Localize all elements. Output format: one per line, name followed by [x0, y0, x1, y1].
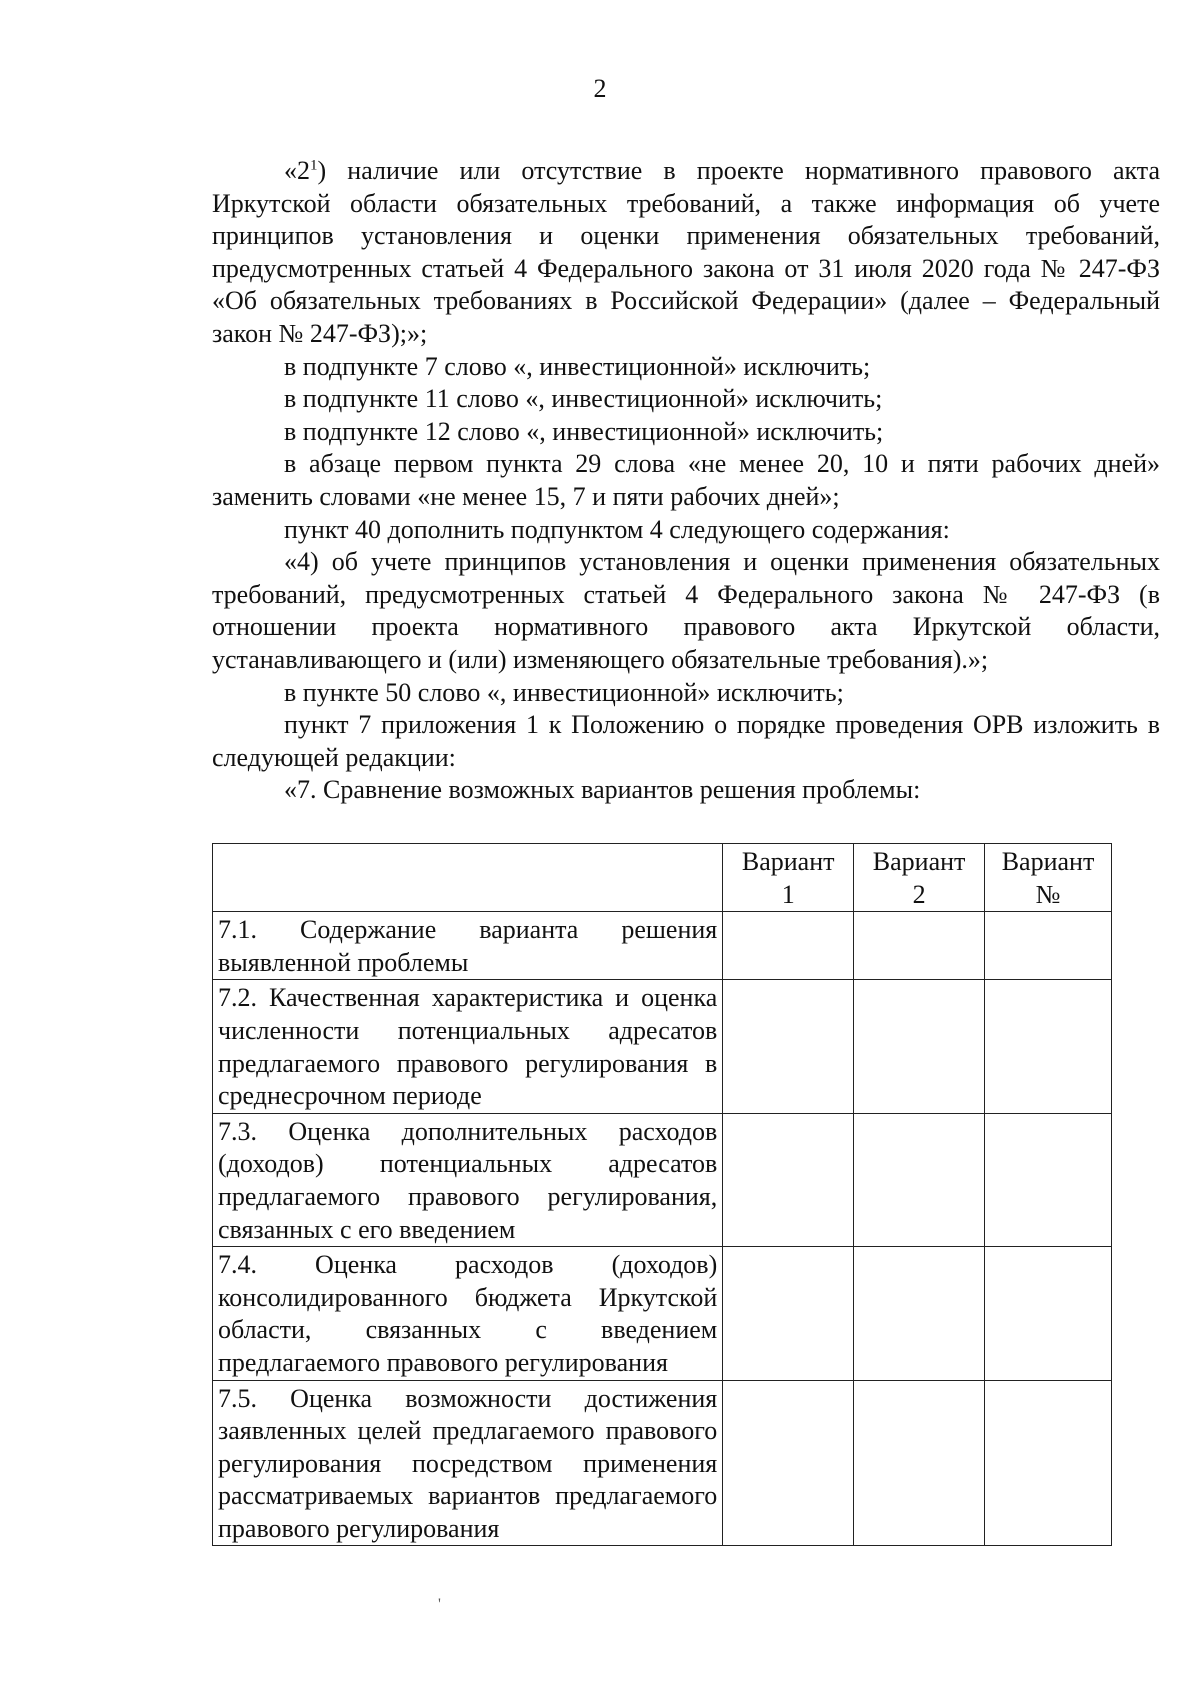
paragraph-subpoint-7: в подпункте 7 слово «, инвестиционной» исключить; [284, 351, 871, 381]
header-variant-number: 2 [912, 879, 926, 909]
empty-cell [985, 980, 1112, 1113]
empty-cell [723, 980, 854, 1113]
header-empty-cell [213, 844, 723, 912]
empty-cell [985, 1247, 1112, 1380]
table-row [213, 1247, 1112, 1380]
empty-cell [985, 1380, 1112, 1546]
empty-cell [854, 1247, 985, 1380]
empty-cell [723, 1247, 854, 1380]
table-row [213, 1113, 1112, 1246]
comparison-table [212, 843, 1112, 1546]
empty-cell [854, 980, 985, 1113]
header-variant-label: Вариант [1001, 847, 1095, 876]
table-header-row [213, 844, 1112, 912]
empty-cell [854, 912, 985, 980]
empty-cell [723, 1380, 854, 1546]
empty-cell [985, 1113, 1112, 1246]
table-row [213, 980, 1112, 1113]
item-number-lead: «2 [284, 156, 310, 185]
header-variant-2 [854, 844, 985, 912]
header-variant-number: 1 [781, 879, 795, 909]
header-variant-label: Вариант [741, 847, 835, 876]
paragraph-appendix-point-7: пункт 7 приложения 1 к Положению о порядке проведения ОРВ изложить в следующей редакции: [212, 710, 1160, 772]
empty-cell [723, 912, 854, 980]
row-description-7-2: 7.2. Качественная характеристика и оценка численности потенциальных адресатов предлагаемого правового регулирования в среднесрочном периоде [213, 980, 723, 1113]
paragraph-text: ) наличие или отсутствие в проекте нормативного правового акта Иркутской области обязательных требований, а также информация об учете принципов установления и оценки применения обязательных требований, предусмотренных статьей 4 Федерального закона от 31 июля 2020 года № 247-ФЗ «Об обязательных требованиях в Российской Федерации» (далее – Федеральный закон № 247-ФЗ);»; [212, 156, 1160, 348]
header-variant-label: Вариант [872, 847, 966, 876]
paragraph-subpoint-12: в подпункте 12 слово «, инвестиционной» исключить; [284, 416, 884, 446]
paragraph-new-subpoint-4: «4) об учете принципов установления и оценки применения обязательных требований, предусмотренных статьей 4 Федерального закона № 247-ФЗ (в отношении проекта нормативного правового акта Иркутской области, устанавливающего и (или) изменяющего обязательные требования).»; [212, 547, 1160, 674]
empty-cell [985, 912, 1112, 980]
header-variant-n [985, 844, 1112, 912]
paragraph-point-29: в абзаце первом пункта 29 слова «не менее 20, 10 и пяти рабочих дней» заменить словами «не менее 15, 7 и пяти рабочих дней»; [212, 449, 1160, 511]
table-row [213, 912, 1112, 980]
table-caption: «7. Сравнение возможных вариантов решения проблемы: [284, 775, 921, 805]
paragraph-item-2-1 [212, 155, 1160, 351]
stray-scan-mark: ' [438, 1596, 441, 1613]
document-body [212, 155, 1160, 807]
row-description-7-1: 7.1. Содержание варианта решения выявленной проблемы [213, 912, 723, 980]
empty-cell [854, 1113, 985, 1246]
row-description-7-4: 7.4. Оценка расходов (доходов) консолидированного бюджета Иркутской области, связанных с введением предлагаемого правового регулирования [213, 1247, 723, 1380]
empty-cell [854, 1380, 985, 1546]
row-description-7-5: 7.5. Оценка возможности достижения заявленных целей предлагаемого правового регулирования посредством применения рассматриваемых вариантов предлагаемого правового регулирования [213, 1380, 723, 1546]
table-row [213, 1380, 1112, 1546]
paragraph-subpoint-11: в подпункте 11 слово «, инвестиционной» исключить; [284, 384, 883, 414]
empty-cell [723, 1113, 854, 1246]
page-number: 2 [593, 74, 607, 103]
row-description-7-3: 7.3. Оценка дополнительных расходов (доходов) потенциальных адресатов предлагаемого правового регулирования, связанных с его введением [213, 1113, 723, 1246]
paragraph-point-40: пункт 40 дополнить подпунктом 4 следующего содержания: [284, 514, 950, 544]
header-variant-1 [723, 844, 854, 912]
item-number-superscript: 1 [310, 157, 318, 174]
paragraph-point-50: в пункте 50 слово «, инвестиционной» исключить; [284, 677, 844, 707]
header-variant-number: № [1035, 879, 1061, 909]
